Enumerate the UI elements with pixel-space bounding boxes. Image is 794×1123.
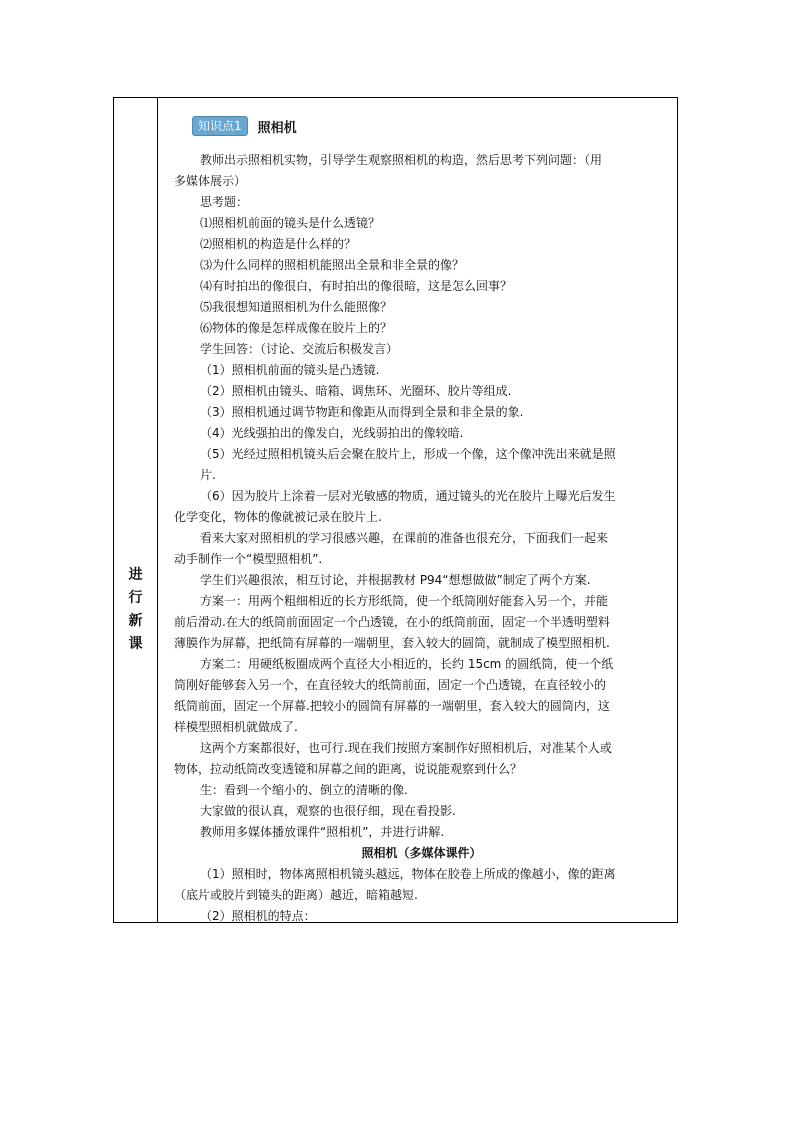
text-line: ⑸我很想知道照相机为什么能照像？ (200, 300, 393, 314)
text-line: 学生们兴趣很浓，相互讨论，并根据教材 P94“想想做做”制定了两个方案. (200, 573, 591, 587)
text-line: ⑵照相机的构造是什么样的？ (200, 237, 357, 251)
section-label-char: 课 (128, 636, 143, 652)
lesson-text (174, 150, 669, 927)
section-label-char: 行 (128, 590, 143, 606)
text-line: 动手制作一个“模型照相机”. (174, 552, 323, 566)
content-cell (158, 98, 677, 922)
section-label (114, 564, 157, 656)
text-line: 片. (200, 468, 216, 482)
text-line: 前后滑动.在大的纸筒前面固定一个凸透镜，在小的纸筒前面，固定一个半透明塑料 (174, 615, 610, 629)
text-line: 方案二：用硬纸板圈成两个直径大小相近的，长约 15cm 的圆纸筒，使一个纸 (200, 657, 614, 671)
section-label-char: 新 (128, 613, 143, 629)
text-line: 样模型照相机就做成了. (174, 720, 298, 734)
section-heading: 照相机（多媒体课件） (361, 846, 482, 860)
text-line: （2）照相机的特点： (200, 909, 316, 923)
text-line: ⑴照相机前面的镜头是什么透镜？ (200, 216, 381, 230)
text-line: （1）照相机前面的镜头是凸透镜. (200, 363, 380, 377)
text-line: 多媒体展示） (174, 174, 247, 188)
text-line: 看来大家对照相机的学习很感兴趣，在课前的准备也很充分，下面我们一起来 (200, 531, 609, 545)
text-line: 学生回答：（讨论、交流后积极发言） (200, 342, 399, 356)
text-line: （2）照相机由镜头、暗箱、调焦环、光圈环、胶片等组成. (200, 384, 512, 398)
text-line: （5）光经过照相机镜头后会聚在胶片上，形成一个像，这个像冲洗出来就是照 (200, 447, 616, 461)
text-line: 生：看到一个缩小的、倒立的清晰的像. (200, 783, 408, 797)
knowledge-point-title: 照相机 (257, 120, 297, 136)
knowledge-point-badge: 知识点1 (192, 116, 248, 136)
text-line: ⑹物体的像是怎样成像在胶片上的？ (200, 321, 393, 335)
text-line: 薄膜作为屏幕，把纸筒有屏幕的一端朝里，套入较大的圆筒，就制成了模型照相机. (174, 636, 610, 650)
text-line: 纸筒前面，固定一个屏幕.把较小的圆筒有屏幕的一端朝里，套入较大的圆筒内，这 (174, 699, 610, 713)
text-line: 这两个方案都很好，也可行.现在我们按照方案制作好照相机后，对准某个人或 (200, 741, 612, 755)
text-line: 化学变化，物体的像就被记录在胶片上. (174, 510, 382, 524)
knowledge-point-heading (192, 115, 297, 137)
text-line: （4）光线强拍出的像发白，光线弱拍出的像较暗. (200, 426, 464, 440)
text-line: 物体，拉动纸筒改变透镜和屏幕之间的距离，说说能观察到什么？ (174, 762, 523, 776)
text-line: （6）因为胶片上涂着一层对光敏感的物质，通过镜头的光在胶片上曝光后发生 (200, 489, 616, 503)
text-line: 方案一：用两个粗细相近的长方形纸筒，使一个纸筒刚好能套入另一个，并能 (200, 594, 609, 608)
lesson-table (113, 97, 678, 923)
section-label-char: 进 (128, 567, 143, 583)
text-line: ⑷有时拍出的像很白，有时拍出的像很暗，这是怎么回事？ (200, 279, 513, 293)
text-line: 教师出示照相机实物，引导学生观察照相机的构造，然后思考下列问题：（用 (200, 153, 603, 167)
text-line: 筒刚好能够套入另一个，在直径较大的纸筒前面，固定一个凸透镜，在直径较小的 (174, 678, 607, 692)
text-line: 大家做的很认真，观察的也很仔细，现在看投影. (200, 804, 456, 818)
text-line: （1）照相时，物体离照相机镜头越远，物体在胶卷上所成的像越小，像的距离 (200, 867, 616, 881)
text-line: （3）照相机通过调节物距和像距从而得到全景和非全景的象. (200, 405, 524, 419)
text-line: 思考题： (200, 195, 249, 209)
text-line: ⑶为什么同样的照相机能照出全景和非全景的像？ (200, 258, 465, 272)
text-line: 教师用多媒体播放课件“照相机”，并进行讲解. (200, 825, 445, 839)
text-line: （底片或胶片到镜头的距离）越近，暗箱越短. (174, 888, 418, 902)
